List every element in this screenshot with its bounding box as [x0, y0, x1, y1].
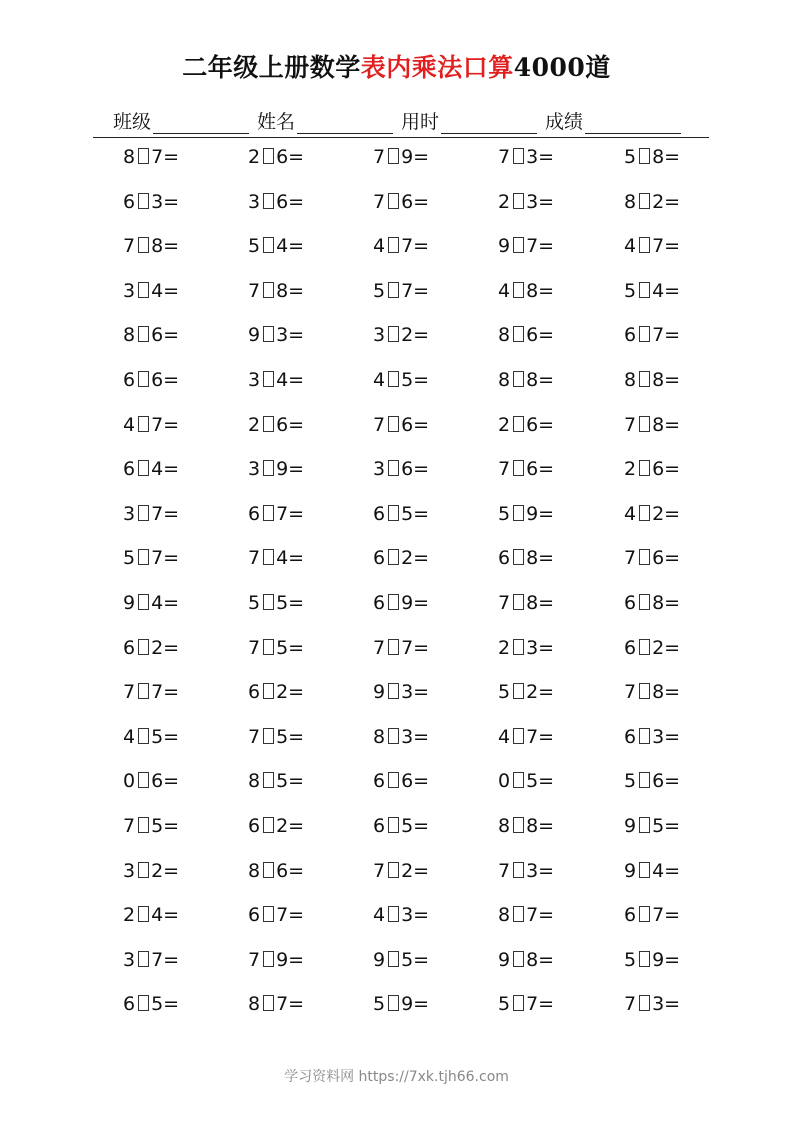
operator-box	[388, 326, 399, 342]
operator-box	[263, 237, 274, 253]
operator-box	[138, 728, 149, 744]
operator-box	[388, 906, 399, 922]
problem-cell: 6 3=	[624, 725, 681, 748]
problem-cell: 4 3=	[373, 904, 430, 927]
operator-box	[263, 906, 274, 922]
problem-cell: 9 5=	[624, 815, 681, 837]
problem-cell: 9 7=	[498, 235, 555, 258]
problem-cell: 6 2=	[248, 815, 305, 837]
problem-cell: 6 4=	[123, 458, 180, 481]
operator-box	[513, 594, 524, 610]
operator-box	[138, 505, 149, 521]
problem-cell: 7 8=	[624, 681, 681, 704]
problem-cell: 9 8=	[498, 948, 555, 971]
problem-cell: 2 4=	[123, 904, 180, 927]
title-part1: 二年级上册数学	[182, 53, 361, 82]
problem-row	[0, 815, 793, 855]
problem-cell: 7 2=	[373, 859, 430, 882]
problem-cell: 2 6=	[624, 458, 681, 481]
operator-box	[263, 728, 274, 744]
problem-cell: 4 2=	[624, 502, 681, 525]
operator-box	[138, 237, 149, 253]
footer-watermark: 学习资料网 https://7xk.tjh66.com	[284, 1069, 509, 1085]
info-name-blank[interactable]	[297, 113, 393, 134]
problem-cell: 3 7=	[123, 948, 180, 971]
operator-box	[639, 416, 650, 432]
problem-row	[0, 681, 793, 721]
problem-row	[0, 235, 793, 275]
problem-cell: 5 4=	[248, 235, 305, 258]
operator-box	[513, 817, 524, 833]
operator-box	[263, 193, 274, 209]
problem-cell: 7 6=	[373, 190, 430, 213]
problem-cell: 4 7=	[123, 413, 180, 436]
operator-box	[388, 683, 399, 699]
problem-cell: 7 8=	[123, 235, 180, 258]
operator-box	[388, 951, 399, 967]
operator-box	[513, 906, 524, 922]
operator-box	[639, 906, 650, 922]
operator-box	[138, 282, 149, 298]
operator-box	[639, 594, 650, 610]
problem-row	[0, 993, 793, 1033]
operator-box	[138, 817, 149, 833]
problem-cell: 7 6=	[373, 413, 430, 436]
problem-row	[0, 770, 793, 810]
operator-box	[388, 817, 399, 833]
problem-cell: 6 7=	[248, 904, 305, 927]
problem-row	[0, 414, 793, 454]
problem-cell: 8 3=	[373, 725, 430, 748]
problem-row	[0, 503, 793, 543]
operator-box	[639, 995, 650, 1011]
problem-cell: 3 6=	[248, 190, 305, 213]
operator-box	[388, 639, 399, 655]
problem-row	[0, 369, 793, 409]
problem-cell: 3 4=	[248, 369, 305, 391]
info-class	[113, 107, 249, 134]
problem-cell: 6 7=	[624, 904, 681, 927]
problem-cell: 7 9=	[373, 146, 430, 168]
problem-cell: 8 8=	[624, 369, 681, 391]
problem-cell: 8 7=	[248, 993, 305, 1016]
operator-box	[138, 594, 149, 610]
problem-cell: 8 8=	[498, 369, 555, 391]
problem-cell: 2 3=	[498, 636, 555, 659]
problem-row	[0, 949, 793, 989]
operator-box	[138, 416, 149, 432]
operator-box	[263, 817, 274, 833]
operator-box	[263, 772, 274, 788]
problem-cell: 8 6=	[123, 324, 180, 347]
info-name-label: 姓名	[257, 111, 296, 133]
operator-box	[513, 148, 524, 164]
operator-box	[639, 817, 650, 833]
operator-box	[513, 505, 524, 521]
problem-cell: 5 5=	[248, 592, 305, 614]
operator-box	[639, 460, 650, 476]
problem-row	[0, 904, 793, 944]
problem-cell: 6 5=	[123, 993, 180, 1016]
problem-cell: 5 7=	[123, 547, 180, 570]
operator-box	[388, 862, 399, 878]
problem-cell: 6 2=	[624, 636, 681, 659]
operator-box	[138, 639, 149, 655]
operator-box	[263, 505, 274, 521]
operator-box	[513, 683, 524, 699]
info-score	[545, 107, 681, 134]
operator-box	[263, 326, 274, 342]
problem-cell: 8 5=	[248, 770, 305, 793]
problem-cell: 7 6=	[624, 547, 681, 570]
problem-cell: 6 7=	[624, 324, 681, 347]
operator-box	[388, 237, 399, 253]
problem-cell: 8 7=	[123, 146, 180, 168]
operator-box	[138, 371, 149, 387]
operator-box	[513, 639, 524, 655]
operator-box	[639, 772, 650, 788]
problem-cell: 2 6=	[248, 146, 305, 168]
operator-box	[263, 995, 274, 1011]
info-time-label: 用时	[401, 111, 440, 133]
operator-box	[138, 193, 149, 209]
operator-box	[388, 416, 399, 432]
operator-box	[513, 862, 524, 878]
operator-box	[388, 594, 399, 610]
problem-cell: 8 6=	[248, 859, 305, 882]
problem-cell: 3 9=	[248, 458, 305, 481]
operator-box	[263, 951, 274, 967]
problem-cell: 4 5=	[373, 369, 430, 391]
operator-box	[388, 148, 399, 164]
problem-cell: 7 6=	[498, 458, 555, 481]
operator-box	[513, 460, 524, 476]
problem-cell: 6 5=	[373, 502, 430, 525]
problem-row	[0, 592, 793, 632]
operator-box	[513, 193, 524, 209]
operator-box	[388, 460, 399, 476]
problem-cell: 5 2=	[498, 681, 555, 704]
problem-row	[0, 547, 793, 587]
problem-cell: 8 7=	[498, 904, 555, 927]
operator-box	[388, 549, 399, 565]
problem-cell: 2 3=	[498, 190, 555, 213]
problem-cell: 6 3=	[123, 190, 180, 213]
operator-box	[388, 282, 399, 298]
problem-cell: 6 7=	[248, 502, 305, 525]
problem-cell: 9 4=	[624, 859, 681, 882]
operator-box	[388, 995, 399, 1011]
operator-box	[513, 416, 524, 432]
info-score-label: 成绩	[545, 111, 584, 133]
problem-cell: 7 5=	[248, 725, 305, 748]
info-class-blank[interactable]	[153, 113, 249, 134]
problem-cell: 4 5=	[123, 725, 180, 748]
problem-cell: 5 7=	[498, 993, 555, 1016]
operator-box	[388, 772, 399, 788]
problem-cell: 0 5=	[498, 770, 555, 793]
operator-box	[263, 416, 274, 432]
operator-box	[639, 862, 650, 878]
operator-box	[639, 505, 650, 521]
problem-cell: 2 6=	[498, 413, 555, 436]
operator-box	[388, 728, 399, 744]
problem-cell: 9 3=	[373, 681, 430, 704]
operator-box	[263, 460, 274, 476]
problem-cell: 7 3=	[624, 993, 681, 1016]
problem-cell: 6 9=	[373, 592, 430, 614]
problem-cell: 3 6=	[373, 458, 430, 481]
operator-box	[138, 906, 149, 922]
problem-cell: 7 8=	[624, 413, 681, 436]
operator-box	[263, 148, 274, 164]
operator-box	[639, 639, 650, 655]
title-part3: 4000道	[513, 53, 611, 82]
operator-box	[263, 282, 274, 298]
operator-box	[138, 683, 149, 699]
operator-box	[513, 237, 524, 253]
problem-cell: 8 8=	[498, 815, 555, 837]
problem-cell: 4 7=	[498, 725, 555, 748]
operator-box	[263, 371, 274, 387]
operator-box	[639, 193, 650, 209]
problem-cell: 7 3=	[498, 859, 555, 882]
operator-box	[263, 683, 274, 699]
operator-box	[639, 282, 650, 298]
page-title	[0, 48, 793, 84]
info-class-label: 班级	[113, 111, 152, 133]
problem-cell: 5 8=	[624, 146, 681, 168]
problem-cell: 5 6=	[624, 770, 681, 793]
operator-box	[639, 683, 650, 699]
operator-box	[138, 862, 149, 878]
operator-box	[639, 951, 650, 967]
problem-cell: 4 8=	[498, 279, 555, 302]
problem-cell: 7 4=	[248, 547, 305, 570]
problem-cell: 0 6=	[123, 770, 180, 793]
problem-cell: 6 8=	[498, 547, 555, 570]
problem-cell: 7 5=	[123, 815, 180, 837]
problem-cell: 8 2=	[624, 190, 681, 213]
operator-box	[639, 549, 650, 565]
problem-row	[0, 637, 793, 677]
operator-box	[639, 371, 650, 387]
operator-box	[263, 594, 274, 610]
operator-box	[513, 995, 524, 1011]
problem-row	[0, 726, 793, 766]
operator-box	[513, 326, 524, 342]
problem-cell: 6 2=	[373, 547, 430, 570]
problem-cell: 6 2=	[248, 681, 305, 704]
problem-cell: 5 4=	[624, 279, 681, 302]
operator-box	[388, 371, 399, 387]
problem-cell: 9 4=	[123, 592, 180, 614]
problem-cell: 6 5=	[373, 815, 430, 837]
problem-cell: 5 7=	[373, 279, 430, 302]
problem-cell: 5 9=	[624, 948, 681, 971]
operator-box	[263, 639, 274, 655]
problem-cell: 7 5=	[248, 636, 305, 659]
info-time-blank[interactable]	[441, 113, 537, 134]
problem-cell: 4 7=	[624, 235, 681, 258]
info-time	[401, 107, 537, 134]
info-score-blank[interactable]	[585, 113, 681, 134]
problem-cell: 6 6=	[123, 369, 180, 391]
problem-row	[0, 458, 793, 498]
info-bar	[93, 104, 709, 138]
problem-row	[0, 280, 793, 320]
problem-cell: 7 7=	[373, 636, 430, 659]
problem-cell: 8 6=	[498, 324, 555, 347]
problem-cell: 7 9=	[248, 948, 305, 971]
problem-cell: 3 4=	[123, 279, 180, 302]
operator-box	[639, 237, 650, 253]
problem-cell: 6 8=	[624, 592, 681, 614]
operator-box	[513, 951, 524, 967]
operator-box	[639, 326, 650, 342]
operator-box	[138, 460, 149, 476]
problem-cell: 5 9=	[373, 993, 430, 1016]
operator-box	[138, 772, 149, 788]
info-name	[257, 107, 393, 134]
operator-box	[388, 505, 399, 521]
problem-row	[0, 146, 793, 186]
operator-box	[639, 148, 650, 164]
problem-cell: 9 5=	[373, 948, 430, 971]
problem-cell: 7 3=	[498, 146, 555, 168]
operator-box	[513, 282, 524, 298]
problem-cell: 2 6=	[248, 413, 305, 436]
problem-cell: 3 2=	[123, 859, 180, 882]
problem-row	[0, 324, 793, 364]
problem-row	[0, 860, 793, 900]
operator-box	[138, 951, 149, 967]
problem-cell: 6 6=	[373, 770, 430, 793]
problem-cell: 3 7=	[123, 502, 180, 525]
operator-box	[513, 371, 524, 387]
problem-cell: 4 7=	[373, 235, 430, 258]
problem-cell: 6 2=	[123, 636, 180, 659]
operator-box	[263, 862, 274, 878]
operator-box	[138, 148, 149, 164]
operator-box	[138, 995, 149, 1011]
problem-row	[0, 191, 793, 231]
problem-cell: 7 8=	[498, 592, 555, 614]
operator-box	[513, 772, 524, 788]
problem-cell: 9 3=	[248, 324, 305, 347]
operator-box	[388, 193, 399, 209]
problem-cell: 7 7=	[123, 681, 180, 704]
operator-box	[639, 728, 650, 744]
problem-cell: 3 2=	[373, 324, 430, 347]
title-part2: 表内乘法口算	[360, 53, 514, 82]
operator-box	[138, 549, 149, 565]
operator-box	[138, 326, 149, 342]
problem-cell: 7 8=	[248, 279, 305, 302]
operator-box	[513, 549, 524, 565]
operator-box	[263, 549, 274, 565]
operator-box	[513, 728, 524, 744]
problem-cell: 5 9=	[498, 502, 555, 525]
